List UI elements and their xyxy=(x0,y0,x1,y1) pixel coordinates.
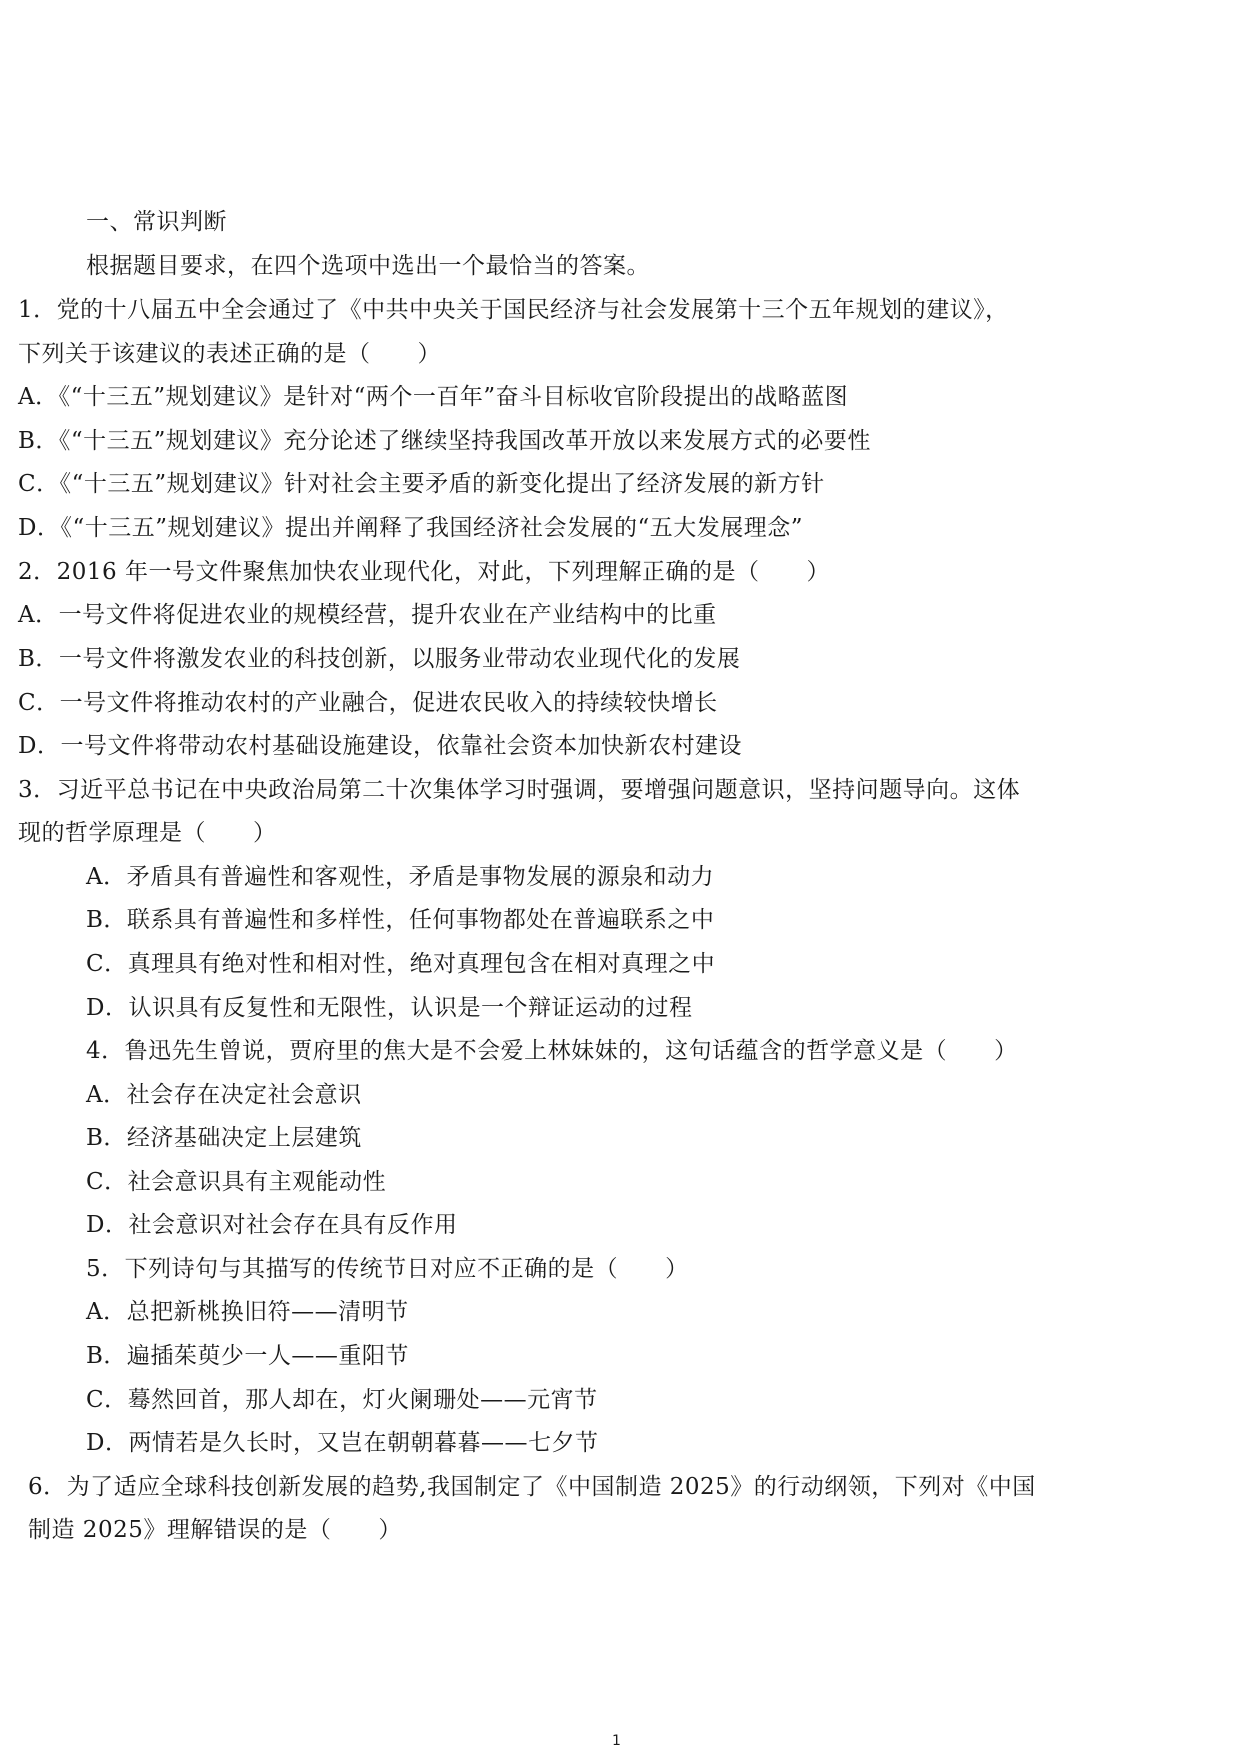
question-5-option-b: B．遍插茱萸少一人——重阳节 xyxy=(86,1343,409,1369)
question-4-option-b: B．经济基础决定上层建筑 xyxy=(86,1125,362,1151)
question-4-option-d: D．社会意识对社会存在具有反作用 xyxy=(86,1212,458,1238)
question-3-option-c: C．真理具有绝对性和相对性，绝对真理包含在相对真理之中 xyxy=(86,951,716,977)
question-1-option-d: D．《“十三五”规划建议》提出并阐释了我国经济社会发展的“五大发展理念” xyxy=(18,515,803,541)
question-3-option-a: A．矛盾具有普遍性和客观性，矛盾是事物发展的源泉和动力 xyxy=(86,864,715,890)
question-5-stem: 5．下列诗句与其描写的传统节日对应不正确的是（ ） xyxy=(86,1256,689,1282)
question-3-stem-line-1: 3．习近平总书记在中央政治局第二十次集体学习时强调，要增强问题意识，坚持问题导向。这体 xyxy=(18,777,1021,803)
question-2-stem: 2．2016 年一号文件聚焦加快农业现代化，对此，下列理解正确的是（ ） xyxy=(18,559,830,585)
question-2-option-c: C．一号文件将推动农村的产业融合，促进农民收入的持续较快增长 xyxy=(18,690,718,716)
question-4-option-a: A．社会存在决定社会意识 xyxy=(86,1082,362,1108)
question-5-option-c: C．蓦然回首，那人却在，灯火阑珊处——元宵节 xyxy=(86,1387,598,1413)
question-1-stem-line-1: 1．党的十八届五中全会通过了《中共中央关于国民经济与社会发展第十三个五年规划的建议》， xyxy=(18,297,1009,323)
question-1-stem-line-2: 下列关于该建议的表述正确的是（ ） xyxy=(18,341,441,367)
question-6-stem-line-1: 6．为了适应全球科技创新发展的趋势,我国制定了《中国制造 2025》的行动纲领，下列对《中国 xyxy=(28,1474,1036,1500)
question-4-stem: 4．鲁迅先生曾说，贾府里的焦大是不会爱上林妹妹的，这句话蕴含的哲学意义是（ ） xyxy=(86,1038,1018,1064)
question-1-option-a: A．《“十三五”规划建议》是针对“两个一百年”奋斗目标收官阶段提出的战略蓝图 xyxy=(18,384,849,410)
question-3-option-b: B．联系具有普遍性和多样性，任何事物都处在普遍联系之中 xyxy=(86,907,715,933)
question-1-option-c: C．《“十三五”规划建议》针对社会主要矛盾的新变化提出了经济发展的新方针 xyxy=(18,471,825,497)
question-2-option-a: A．一号文件将促进农业的规模经营，提升农业在产业结构中的比重 xyxy=(18,602,717,628)
question-4-option-c: C．社会意识具有主观能动性 xyxy=(86,1169,387,1195)
section-instruction: 根据题目要求，在四个选项中选出一个最恰当的答案。 xyxy=(86,253,650,279)
section-heading: 一、常识判断 xyxy=(86,209,227,235)
question-2-option-b: B．一号文件将激发农业的科技创新，以服务业带动农业现代化的发展 xyxy=(18,646,741,672)
question-5-option-d: D．两情若是久长时，又岂在朝朝暮暮——七夕节 xyxy=(86,1430,599,1456)
page-number: 1 xyxy=(612,1733,621,1749)
question-3-option-d: D．认识具有反复性和无限性，认识是一个辩证运动的过程 xyxy=(86,995,693,1021)
question-1-option-b: B．《“十三五”规划建议》充分论述了继续坚持我国改革开放以来发展方式的必要性 xyxy=(18,428,871,454)
question-3-stem-line-2: 现的哲学原理是（ ） xyxy=(18,820,277,846)
question-6-stem-line-2: 制造 2025》理解错误的是（ ） xyxy=(28,1517,402,1543)
question-5-option-a: A．总把新桃换旧符——清明节 xyxy=(86,1299,409,1325)
question-2-option-d: D．一号文件将带动农村基础设施建设，依靠社会资本加快新农村建设 xyxy=(18,733,742,759)
